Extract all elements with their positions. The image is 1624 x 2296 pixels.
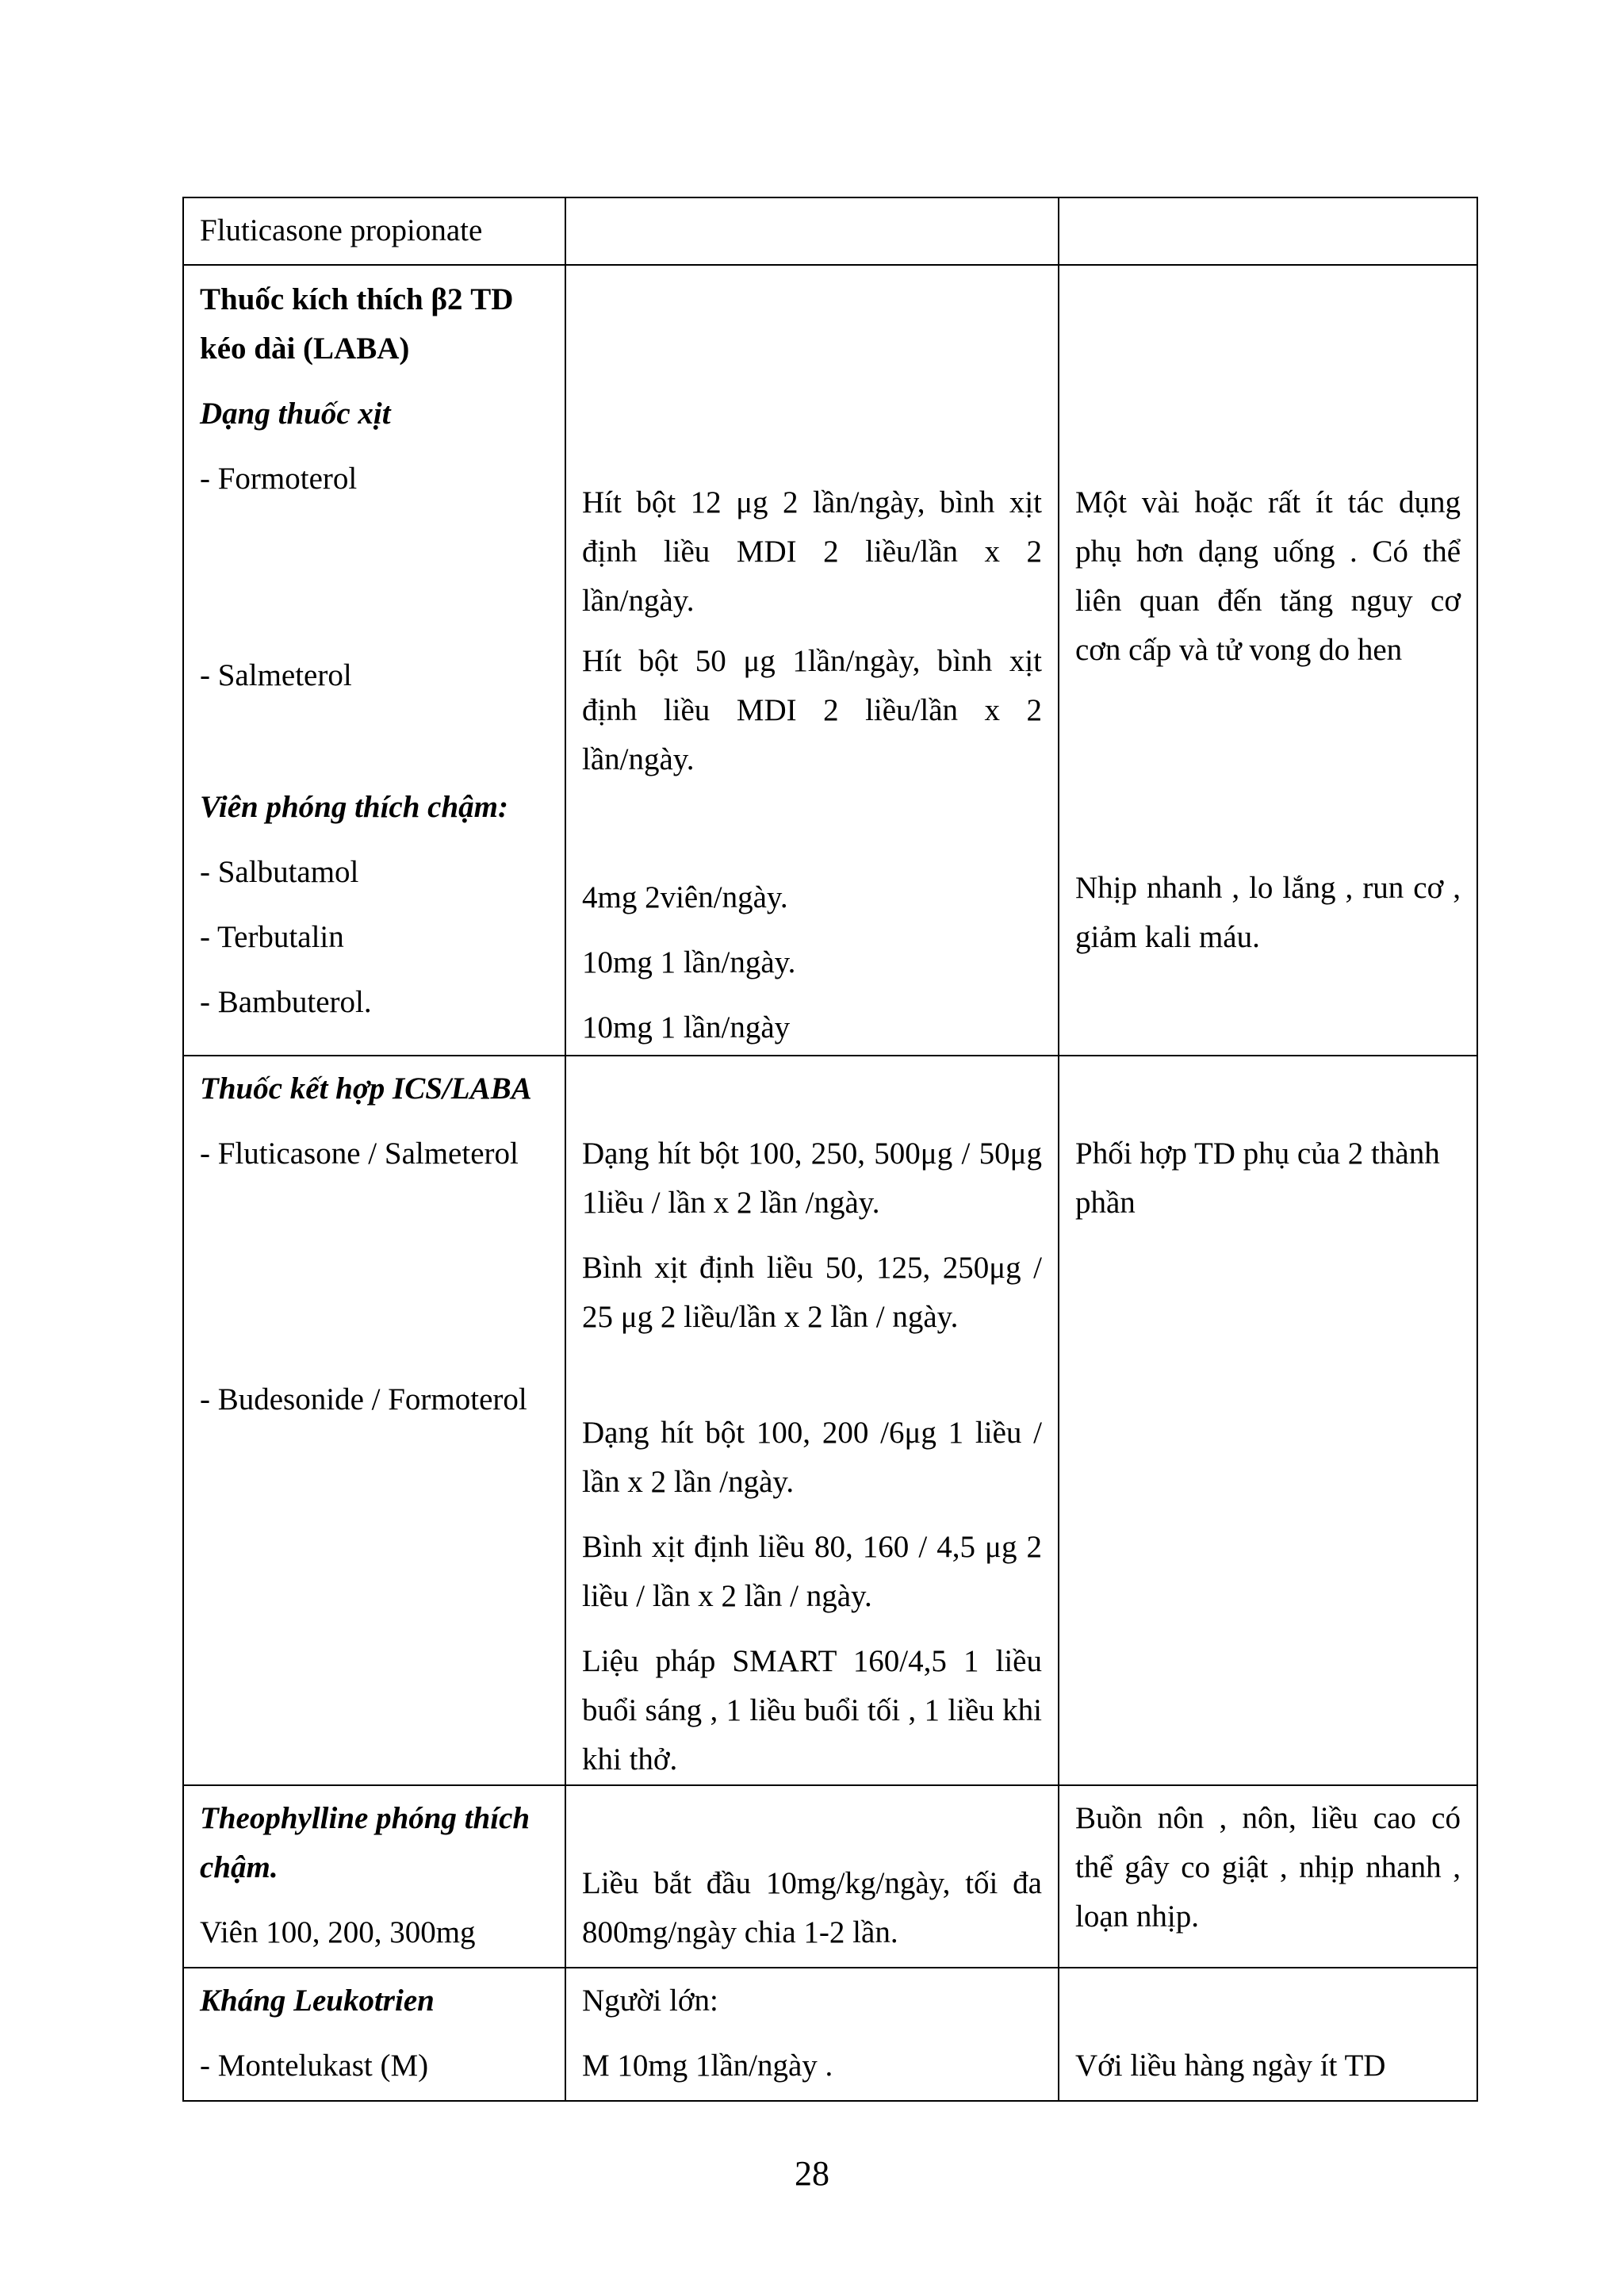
drug-name: - Salbutamol [200,855,359,889]
drug-name: - Bambuterol. [200,985,372,1019]
drug-detail: Viên 100, 200, 300mg [200,1915,476,1949]
dose-text: Dạng hít bột 100, 200 /6μg 1 liều / lần x 2 lần /ngày. [582,1416,1042,1499]
table-cell [565,1968,1059,2101]
drug-name: - Fluticasone / Salmeterol [200,1137,519,1171]
dose-text: Bình xịt định liều 50, 125, 250μg / 25 μg 2 liều/lần x 2 lần / ngày. [582,1251,1042,1334]
drug-name: - Terbutalin [200,920,344,954]
table-cell [565,265,1059,1056]
form-heading: Viên phóng thích chậm: [200,790,509,824]
side-effect-text: Buồn nôn , nôn, liều cao có thể gây co giật , nhịp nhanh , loạn nhịp. [1075,1801,1461,1934]
side-effect-text: Một vài hoặc rất ít tác dụng phụ hơn dạng uống . Có thể liên quan đến tăng nguy cơ cơn cấp và tử vong do hen [1075,485,1461,667]
drug-class-heading: Kháng Leukotrien [200,1984,435,2018]
dose-text: 10mg 1 lần/ngày [582,1010,791,1045]
table-row [183,265,1477,1056]
table-cell [1059,197,1477,265]
drug-name: - Formoterol [200,462,358,496]
drug-name: - Salmeterol [200,658,352,692]
drug-table [182,197,1478,2102]
dose-text: Liệu pháp SMART 160/4,5 1 liều buổi sáng , 1 liều buổi tối , 1 liều khi khi thở. [582,1644,1042,1777]
dose-label: Người lớn: [582,1984,718,2018]
side-effect-text: Với liều hàng ngày ít TD [1075,2049,1386,2083]
drug-name: Fluticasone propionate [200,213,483,247]
dose-text: 10mg 1 lần/ngày. [582,945,796,979]
table-cell [183,1056,565,1785]
table-cell [565,1056,1059,1785]
dose-text: M 10mg 1lần/ngày . [582,2049,833,2083]
drug-class-heading: Theophylline phóng thích [200,1801,530,1835]
drug-class-heading: Thuốc kích thích β2 TD [200,282,514,316]
page-number: 28 [795,2154,829,2193]
table-cell [183,1785,565,1968]
dose-text: Dạng hít bột 100, 250, 500μg / 50μg 1liều / lần x 2 lần /ngày. [582,1137,1042,1220]
table-row [183,1785,1477,1968]
table-cell [1059,265,1477,1056]
table-cell [1059,1785,1477,1968]
table-row [183,1056,1477,1785]
dose-text: Liều bắt đầu 10mg/kg/ngày, tối đa 800mg/ngày chia 1-2 lần. [582,1866,1042,1949]
drug-name: - Budesonide / Formoterol [200,1382,527,1416]
table-cell [183,265,565,1056]
drug-class-heading: chậm. [200,1850,278,1884]
table-cell [565,1785,1059,1968]
table-row [183,1968,1477,2101]
side-effect-text: Nhịp nhanh , lo lắng , run cơ , giảm kali máu. [1075,871,1461,954]
dose-text: Bình xịt định liều 80, 160 / 4,5 μg 2 liều / lần x 2 lần / ngày. [582,1530,1042,1613]
dose-text: Hít bột 50 μg 1lần/ngày, bình xịt định liều MDI 2 liều/lần x 2 lần/ngày. [582,644,1042,776]
drug-class-heading: kéo dài (LABA) [200,332,410,366]
side-effect-text: Phối hợp TD phụ của 2 thành phần [1075,1137,1440,1220]
form-heading: Dạng thuốc xịt [200,397,391,431]
table-row [183,197,1477,265]
table-cell [1059,1056,1477,1785]
table-cell [565,197,1059,265]
dose-text: 4mg 2viên/ngày. [582,880,788,914]
dose-text: Hít bột 12 μg 2 lần/ngày, bình xịt định liều MDI 2 liều/lần x 2 lần/ngày. [582,485,1042,618]
table-cell [183,1968,565,2101]
drug-class-heading: Thuốc kết hợp ICS/LABA [200,1071,532,1106]
drug-name: - Montelukast (M) [200,2049,429,2083]
table-cell [1059,1968,1477,2101]
table-cell [183,197,565,265]
